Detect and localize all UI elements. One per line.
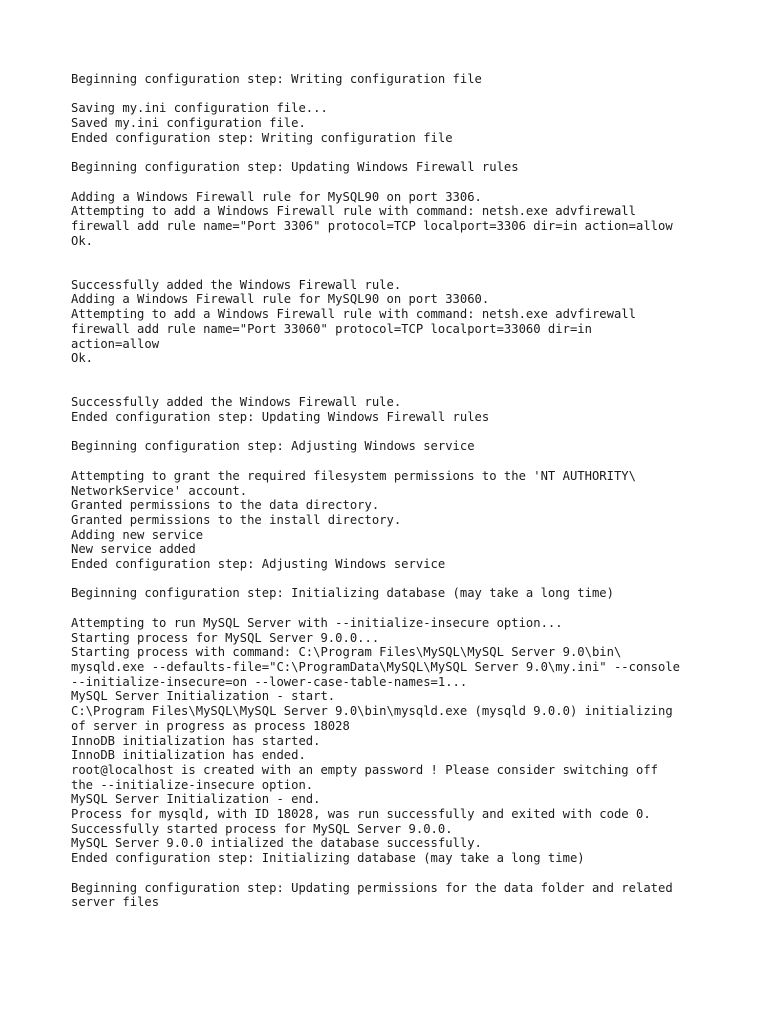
log-line: MySQL Server Initialization - end. <box>71 792 321 807</box>
log-line: of server in progress as process 18028 <box>71 718 350 733</box>
log-line: Beginning configuration step: Writing configuration file <box>71 72 482 86</box>
log-paragraph <box>71 160 731 175</box>
log-line: Attempting to add a Windows Firewall rule with command: netsh.exe advfirewall <box>71 204 636 219</box>
log-paragraph <box>71 586 731 601</box>
log-line: Beginning configuration step: Updating Windows Firewall rules <box>71 160 519 175</box>
log-paragraph <box>71 395 731 424</box>
log-line: Successfully started process for MySQL Server 9.0.0. <box>71 821 453 836</box>
log-line: Starting process with command: C:\Program Files\MySQL\MySQL Server 9.0\bin\ <box>71 645 622 660</box>
log-line: Adding new service <box>71 527 204 542</box>
log-paragraph <box>71 439 731 454</box>
log-paragraph <box>71 469 731 572</box>
log-line: Attempting to add a Windows Firewall rule with command: netsh.exe advfirewall <box>71 307 636 322</box>
log-line: Ok. <box>71 233 94 248</box>
log-line: Process for mysqld, with ID 18028, was run successfully and exited with code 0. <box>71 807 651 822</box>
log-line: Beginning configuration step: Initializing database (may take a long time) <box>71 586 614 601</box>
log-line: Beginning configuration step: Updating permissions for the data folder and related <box>71 880 673 895</box>
log-line: --initialize-insecure=on --lower-case-table-names=1... <box>71 674 468 689</box>
log-line: Ended configuration step: Adjusting Windows service <box>71 557 446 572</box>
log-line: InnoDB initialization has ended. <box>71 748 306 763</box>
log-document <box>71 72 731 925</box>
log-line: New service added <box>71 542 196 557</box>
log-line: Adding a Windows Firewall rule for MySQL90 on port 33060. <box>71 292 490 307</box>
log-line: Starting process for MySQL Server 9.0.0... <box>71 630 380 645</box>
log-line: action=allow <box>71 336 160 351</box>
log-line: mysqld.exe --defaults-file="C:\ProgramData\MySQL\MySQL Server 9.0\my.ini" --console <box>71 659 681 674</box>
log-line: Saving my.ini configuration file... <box>71 101 328 116</box>
log-line: Ended configuration step: Initializing database (may take a long time) <box>71 851 585 866</box>
log-line: the --initialize-insecure option. <box>71 777 314 792</box>
log-paragraph <box>71 278 731 366</box>
log-paragraph <box>71 101 731 145</box>
log-line: Saved my.ini configuration file. <box>71 116 306 131</box>
log-paragraph <box>71 616 731 866</box>
log-line: Granted permissions to the data directory. <box>71 498 380 513</box>
log-line: firewall add rule name="Port 3306" protocol=TCP localport=3306 dir=in action=allow <box>71 218 673 233</box>
log-line: C:\Program Files\MySQL\MySQL Server 9.0\bin\mysqld.exe (mysqld 9.0.0) initializing <box>71 704 673 719</box>
log-line: Beginning configuration step: Adjusting Windows service <box>71 439 475 454</box>
log-line: root@localhost is created with an empty password ! Please consider switching off <box>71 762 658 777</box>
log-line: Granted permissions to the install directory. <box>71 512 402 527</box>
log-paragraph <box>71 881 731 910</box>
log-line: Attempting to grant the required filesystem permissions to the 'NT AUTHORITY\ <box>71 468 636 483</box>
log-line: firewall add rule name="Port 33060" protocol=TCP localport=33060 dir=in <box>71 321 592 336</box>
log-line: server files <box>71 895 160 910</box>
log-line: Successfully added the Windows Firewall rule. <box>71 395 402 410</box>
log-line: Ended configuration step: Updating Windows Firewall rules <box>71 410 490 425</box>
log-line: Attempting to run MySQL Server with --initialize-insecure option... <box>71 615 563 630</box>
log-line: InnoDB initialization has started. <box>71 733 321 748</box>
log-paragraph <box>71 72 731 87</box>
log-paragraph <box>71 190 731 249</box>
log-line: Ok. <box>71 351 94 366</box>
log-line: NetworkService' account. <box>71 483 248 498</box>
log-line: MySQL Server 9.0.0 intialized the database successfully. <box>71 836 482 851</box>
log-line: Ended configuration step: Writing configuration file <box>71 130 453 145</box>
log-line: MySQL Server Initialization - start. <box>71 689 336 704</box>
log-line: Adding a Windows Firewall rule for MySQL90 on port 3306. <box>71 189 482 204</box>
log-line: Successfully added the Windows Firewall rule. <box>71 277 402 292</box>
